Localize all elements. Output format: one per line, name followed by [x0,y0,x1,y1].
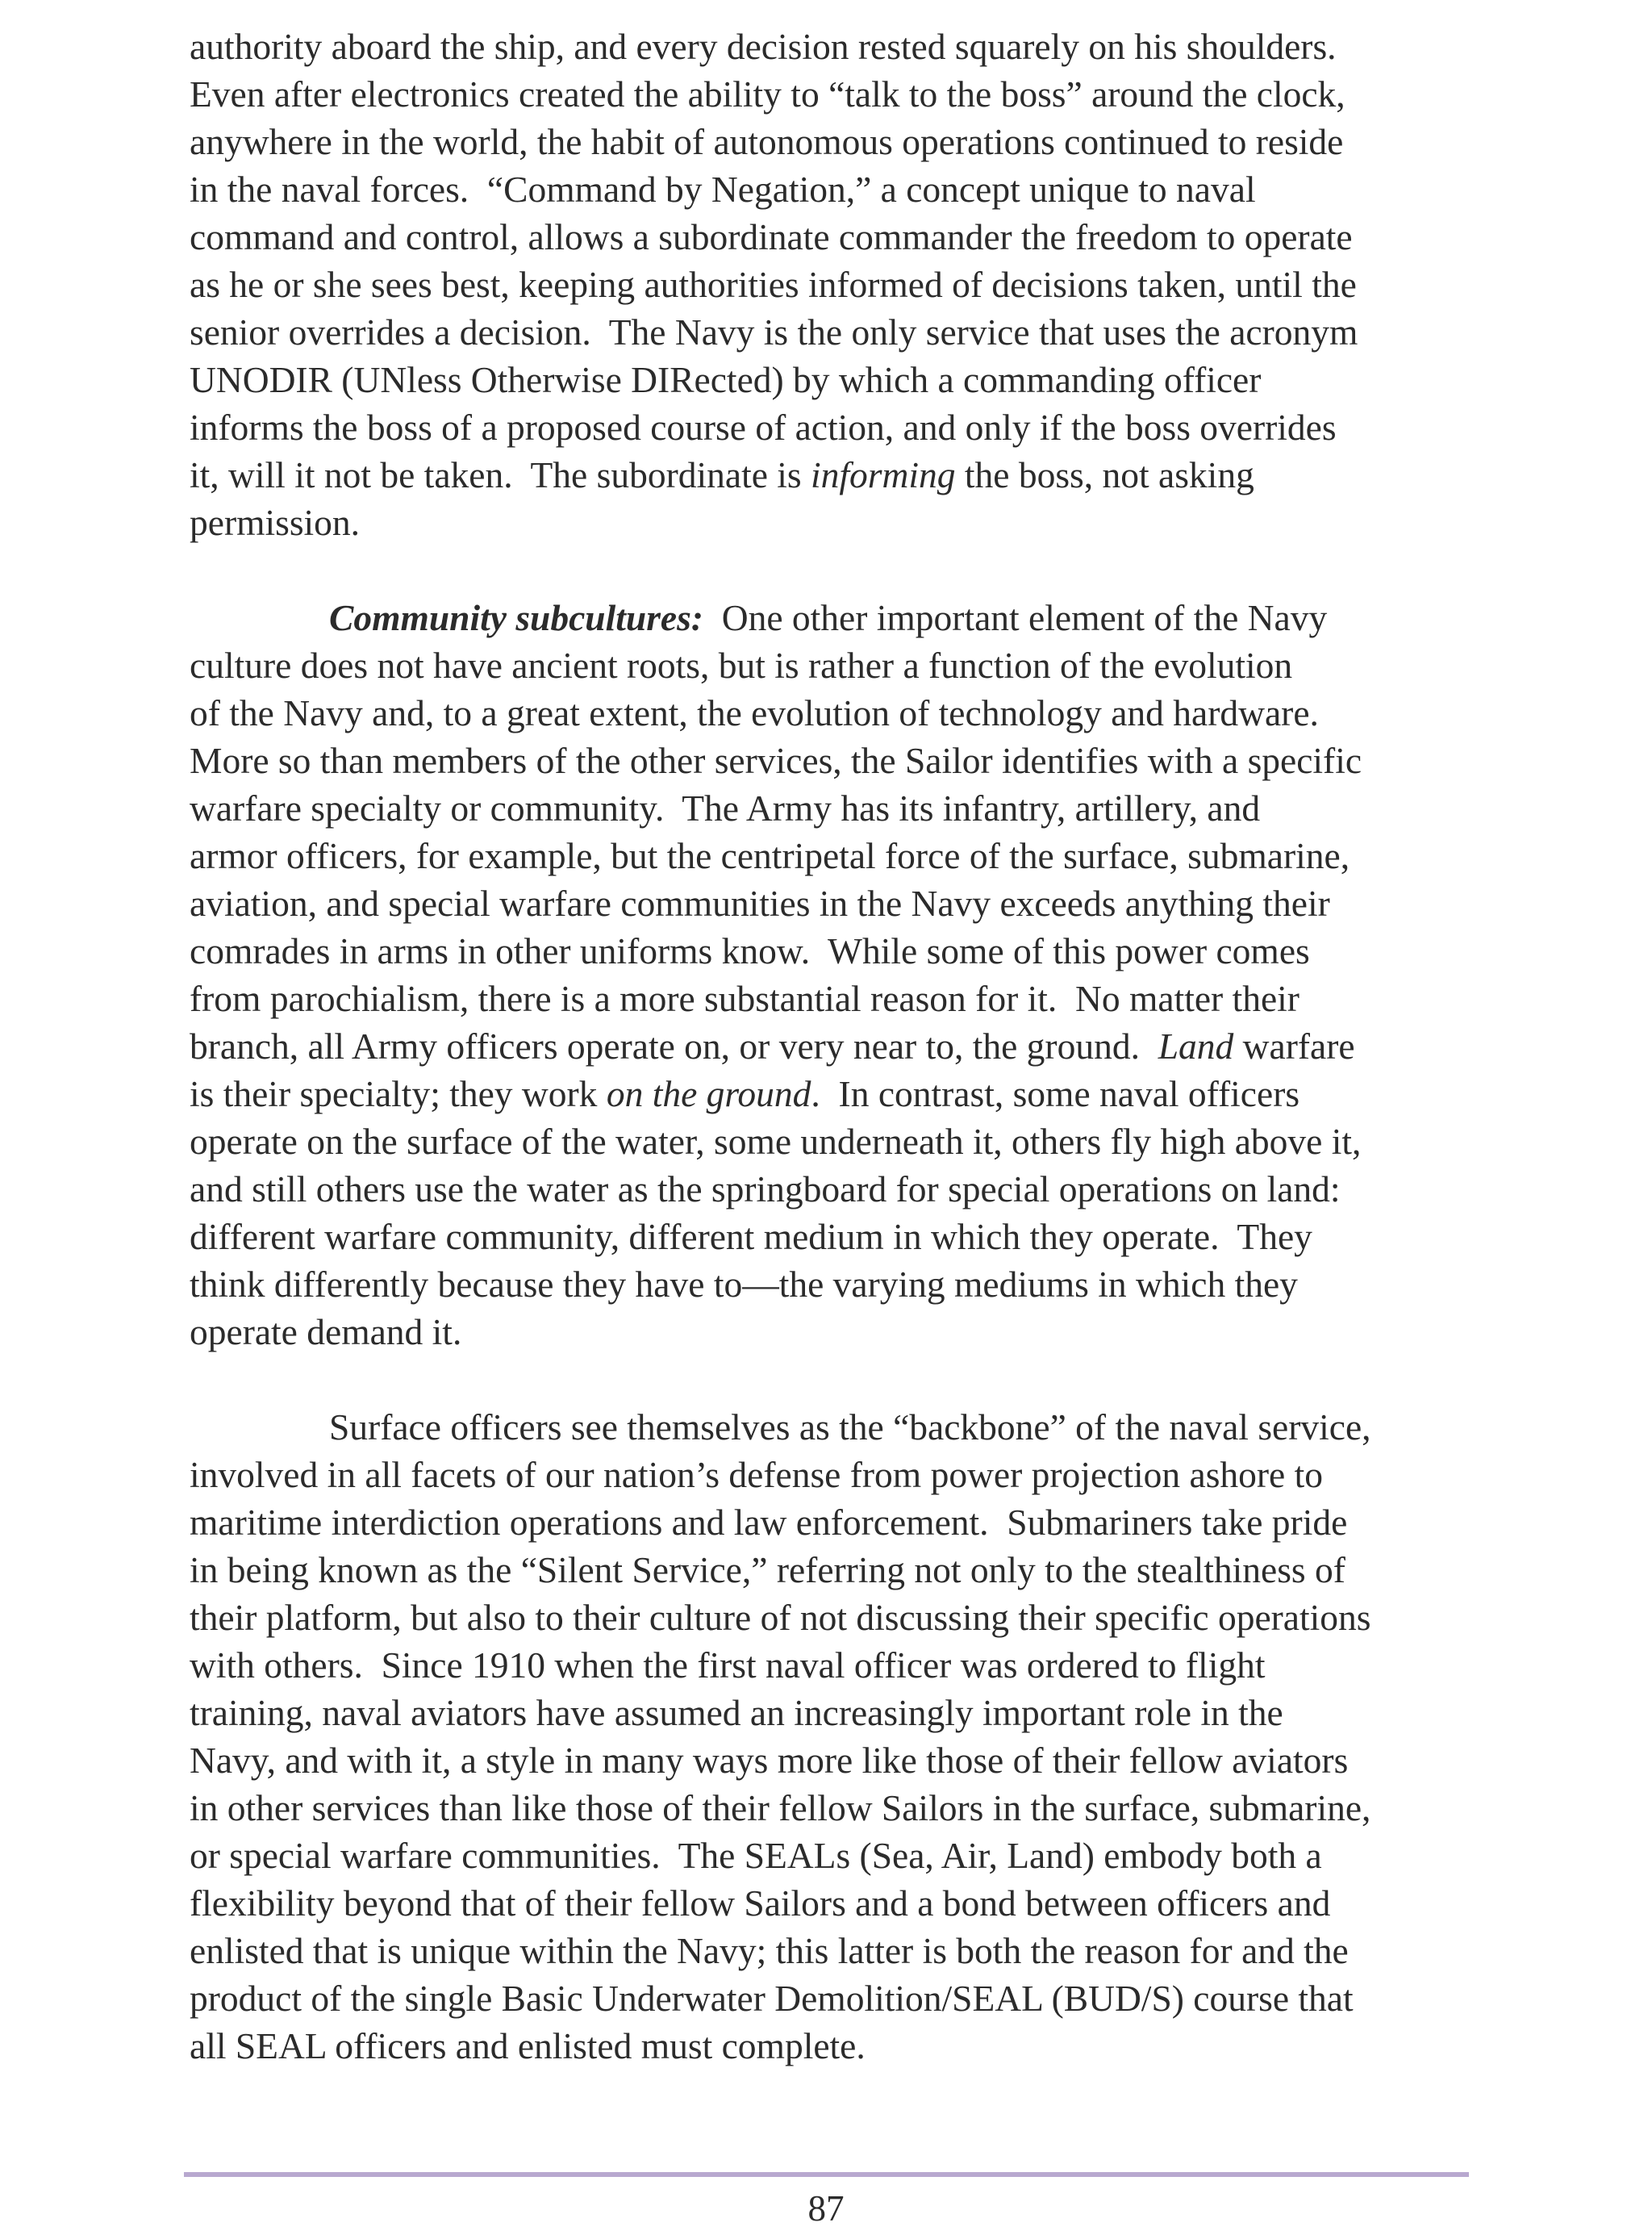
text-line [190,1736,1480,1784]
text-run: comrades in arms in other uniforms know. While some of this power comes [190,930,1310,971]
text-line [190,689,1480,737]
text-line [190,879,1480,927]
text-run: all SEAL officers and enlisted must complete. [190,2025,866,2066]
text-line [190,1689,1480,1736]
text-run: in the naval forces. “Command by Negation,” a concept unique to naval [190,169,1256,210]
text-line [190,1070,1480,1118]
text-run: . In contrast, some naval officers [811,1073,1300,1114]
text-line [190,308,1480,356]
emphasis-text: informing [811,454,956,495]
text-line [190,70,1480,118]
text-run: Even after electronics created the ability to “talk to the boss” around the clock, [190,73,1345,115]
text-run: or special warfare communities. The SEALs (Sea, Air, Land) embody both a [190,1835,1322,1876]
text-line [190,1308,1480,1356]
footer-rule [184,2172,1469,2177]
paragraph-3 [190,1403,1480,2070]
paragraph-spacer [190,546,1480,594]
text-line [190,1927,1480,1974]
text-run: Surface officers see themselves as the “backbone” of the naval service, [329,1406,1371,1448]
text-run: One other important element of the Navy [703,597,1328,638]
text-run: training, naval aviators have assumed an increasingly important role in the [190,1692,1283,1733]
text-run: culture does not have ancient roots, but is rather a function of the evolution [190,645,1293,686]
text-run: More so than members of the other services, the Sailor identifies with a specific [190,740,1362,781]
text-run: flexibility beyond that of their fellow Sailors and a bond between officers and [190,1882,1331,1924]
text-line [190,23,1480,70]
paragraph-spacer [190,1356,1480,1403]
text-line [190,213,1480,261]
text-line [190,1832,1480,1879]
text-line [190,1403,1480,1451]
text-run: maritime interdiction operations and law enforcement. Submariners take pride [190,1502,1348,1543]
text-line [190,975,1480,1022]
text-line [190,451,1480,499]
text-line [190,165,1480,213]
text-line [190,1879,1480,1927]
page-number: 87 [807,2188,845,2229]
text-run: operate demand it. [190,1311,462,1352]
text-run: product of the single Basic Underwater Demolition/SEAL (BUD/S) course that [190,1978,1354,2019]
text-run: with others. Since 1910 when the first naval officer was ordered to flight [190,1644,1266,1686]
text-line [190,118,1480,165]
text-line [190,1594,1480,1641]
text-run: the boss, not asking [955,454,1254,495]
emphasis-text: on the ground [606,1073,811,1114]
text-line [190,784,1480,832]
text-run: in other services than like those of their fellow Sailors in the surface, submarine, [190,1787,1371,1828]
text-run: of the Navy and, to a great extent, the evolution of technology and hardware. [190,692,1319,733]
text-line [190,832,1480,879]
text-line [190,1260,1480,1308]
body-text [190,23,1480,2070]
text-run: different warfare community, different medium in which they operate. They [190,1216,1312,1257]
text-run: permission. [190,502,361,543]
text-line [190,2022,1480,2070]
text-run: think differently because they have to—the varying mediums in which they [190,1264,1298,1305]
text-run: enlisted that is unique within the Navy; this latter is both the reason for and the [190,1930,1349,1971]
text-run: authority aboard the ship, and every decision rested squarely on his shoulders. [190,26,1337,67]
text-line [190,1118,1480,1165]
text-line [190,1498,1480,1546]
text-run: anywhere in the world, the habit of autonomous operations continued to reside [190,121,1344,162]
text-run: in being known as the “Silent Service,” referring not only to the stealthiness of [190,1549,1345,1590]
text-run: warfare [1233,1026,1355,1067]
text-line [190,1213,1480,1260]
text-line [190,261,1480,308]
text-line [190,641,1480,689]
text-run: armor officers, for example, but the centripetal force of the surface, submarine, [190,835,1350,876]
paragraph-1 [190,23,1480,546]
text-run: and still others use the water as the springboard for special operations on land: [190,1168,1341,1210]
text-line [190,403,1480,451]
text-run: senior overrides a decision. The Navy is the only service that uses the acronym [190,311,1358,353]
text-line [190,1165,1480,1213]
text-line [190,927,1480,975]
text-line [190,1022,1480,1070]
text-line [190,356,1480,403]
paragraph-2 [190,594,1480,1356]
text-run: branch, all Army officers operate on, or very near to, the ground. [190,1026,1158,1067]
text-run: involved in all facets of our nation’s defense from power projection ashore to [190,1454,1324,1495]
emphasis-text: Land [1158,1026,1234,1067]
text-run: informs the boss of a proposed course of action, and only if the boss overrides [190,407,1337,448]
text-run: warfare specialty or community. The Army has its infantry, artillery, and [190,788,1261,829]
text-run: aviation, and special warfare communities in the Navy exceeds anything their [190,883,1330,924]
text-line [190,594,1480,641]
text-line [190,1546,1480,1594]
text-run: as he or she sees best, keeping authorities informed of decisions taken, until the [190,264,1357,305]
text-run: UNODIR (UNless Otherwise DIRected) by which a commanding officer [190,359,1262,400]
text-run: their platform, but also to their culture of not discussing their specific operations [190,1597,1371,1638]
text-run: it, will it not be taken. The subordinate is [190,454,811,495]
section-lead-in: Community subcultures: [329,597,703,638]
text-run: Navy, and with it, a style in many ways more like those of their fellow aviators [190,1740,1349,1781]
text-line [190,1974,1480,2022]
text-line [190,1641,1480,1689]
text-run: command and control, allows a subordinate commander the freedom to operate [190,216,1353,257]
text-line [190,1784,1480,1832]
text-run: operate on the surface of the water, some underneath it, others fly high above it, [190,1121,1362,1162]
text-line [190,499,1480,546]
text-line [190,737,1480,784]
text-run: from parochialism, there is a more substantial reason for it. No matter their [190,978,1299,1019]
text-run: is their specialty; they work [190,1073,607,1114]
text-line [190,1451,1480,1498]
